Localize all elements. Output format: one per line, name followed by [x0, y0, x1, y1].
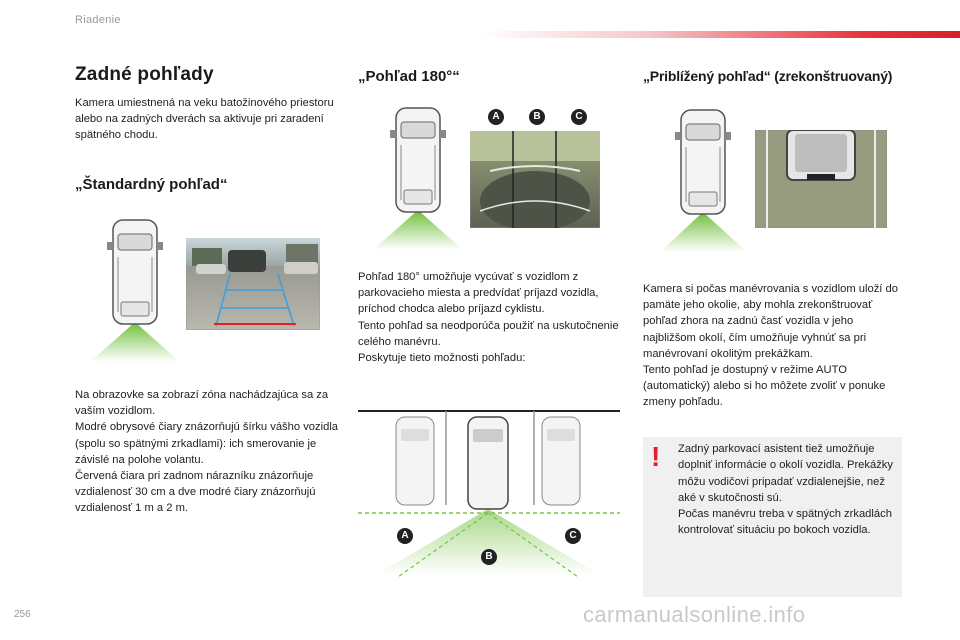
page-title: Zadné pohľady	[75, 64, 214, 85]
warning-icon: !	[651, 441, 661, 472]
warning-note-text: Zadný parkovací asistent tiež umožňuje doplniť informácie o okolí vozidla. Prekážky môžu vodičovi pripadať vzdialenejšie, než aké v skutočnosti sú. Počas manévru treba v spätných zrkadlách kontrolovať situáciu po bokoch vozidla.	[678, 443, 893, 537]
intro-text: Kamera umiestnená na veku batožinového priestoru alebo na zadných dverách sa aktivuje pri zaradení spätného chodu.	[75, 97, 334, 142]
car-with-camera-cone-zoom	[655, 102, 755, 252]
warning-note-box	[643, 437, 902, 597]
badge-a: A	[488, 109, 504, 125]
badge-c: C	[571, 109, 587, 125]
view-180-title: „Pohľad 180°“	[358, 68, 460, 85]
view-180-screen	[470, 131, 600, 228]
diagram-badge-b: B	[481, 549, 497, 565]
header-accent-bar	[480, 31, 960, 38]
section-title: Riadenie	[75, 14, 121, 26]
reversing-van	[468, 417, 508, 509]
zoom-view-text: Kamera si počas manévrovania s vozidlom uloží do pamäte jeho okolie, aby mohla zrekonštruovať pohľad zhora na zadnú časť vozidla v jeho najbližšom okolí, čím umožňuje vyhnúť sa pri manévrovaní okolitým prekážkam. Tento pohľad je dostupný v režime AUTO (automatický) alebo si ho môžete zvoliť v ponuke zmeny pohľadu.	[643, 283, 898, 409]
parked-van-right	[542, 417, 580, 505]
zoom-view-screen	[755, 130, 887, 228]
camera-cone	[90, 322, 180, 362]
parked-van-left	[396, 417, 434, 505]
watermark: carmanualsonline.info	[583, 602, 806, 627]
car-with-camera-cone-standard	[85, 212, 185, 364]
car-with-camera-cone-180	[368, 102, 468, 252]
zoom-view-title: „Priblížený pohľad“ (zrekonštruovaný)	[643, 68, 893, 84]
page-number: 256	[14, 609, 31, 620]
diagram-badge-a: A	[397, 528, 413, 544]
standard-view-text: Na obrazovke sa zobrazí zóna nachádzajúca sa za vaším vozidlom. Modré obrysové čiary znázorňujú šírku vášho vozidla (spolu so spätnými zrkadlami): ich smerovanie je závislé na polohe volantu. Červená čiara pri zadnom nárazníku znázorňuje vzdialenosť 30 cm a dve modré čiary znázorňujú vzdialenosť 1 m a 2 m.	[75, 389, 339, 515]
standard-view-title: „Štandardný pohľad“	[75, 176, 228, 193]
badge-b: B	[529, 109, 545, 125]
standard-view-screen	[186, 238, 320, 330]
view-180-text: Pohľad 180° umožňuje vycúvať s vozidlom z parkovacieho miesta a predvídať príjazd vozidla, príchod chodca alebo príjazd cyklistu. Tento pohľad sa neodporúča použiť na uskutočnenie celého manévru. Poskytuje tieto možnosti pohľadu:	[358, 271, 619, 365]
van-top-view	[107, 220, 163, 324]
diagram-badge-c: C	[565, 528, 581, 544]
